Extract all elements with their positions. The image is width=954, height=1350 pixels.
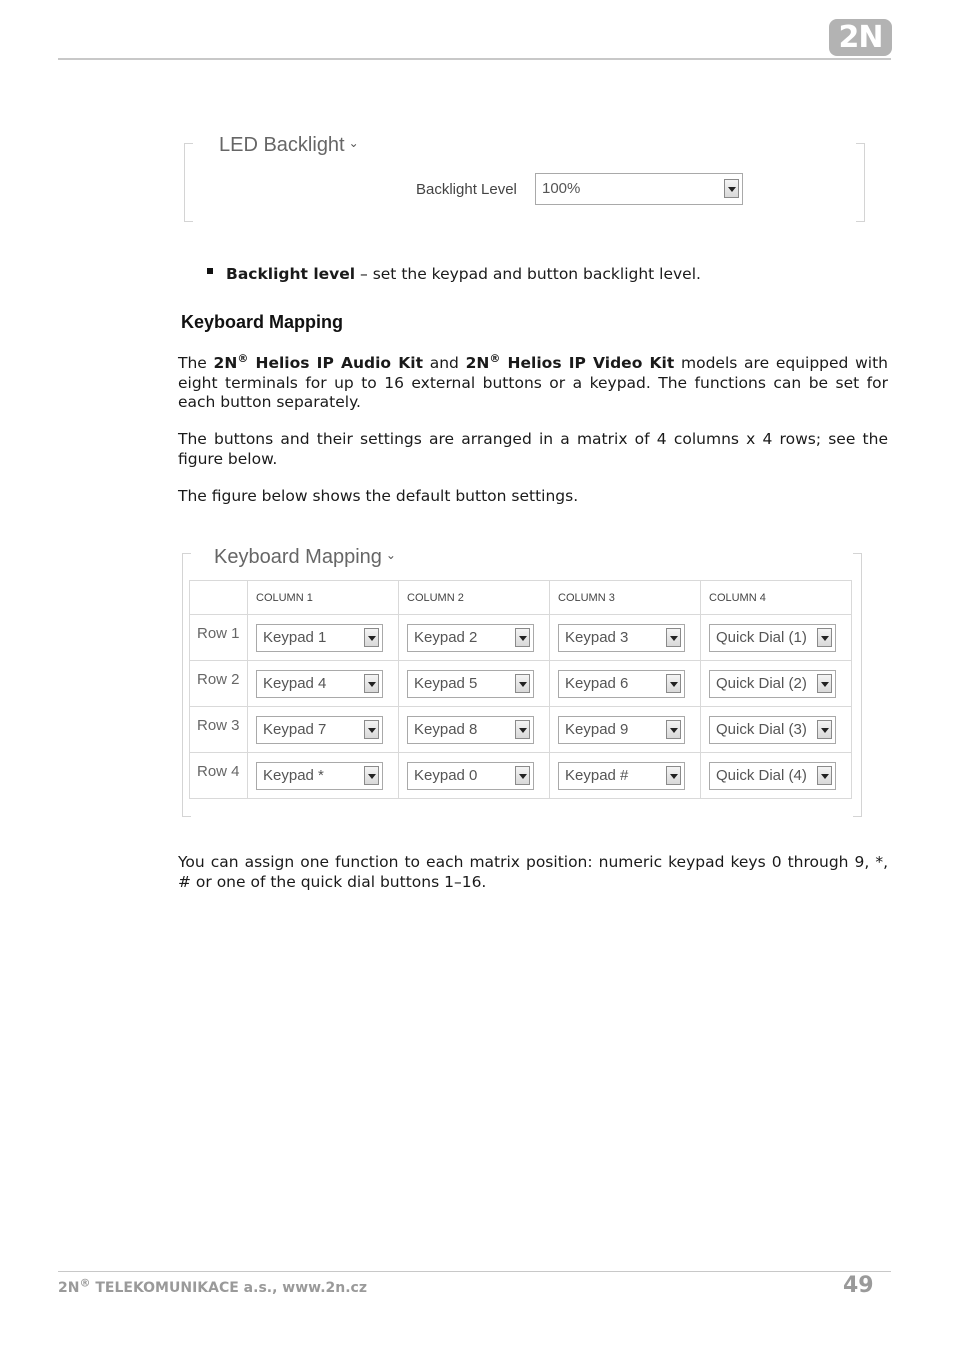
- key-select[interactable]: [256, 670, 383, 698]
- key-select[interactable]: [407, 716, 534, 744]
- dropdown-arrow-icon: [817, 628, 832, 647]
- led-panel-right-bracket: [856, 143, 865, 222]
- footer-brand: 2N: [58, 1280, 80, 1296]
- row-label-cell: [190, 661, 248, 707]
- para1-text-3: models are equipped with eight terminals for up to 16 external buttons or a keypad. The functions can be set for each button separately.: [178, 354, 888, 411]
- dropdown-arrow-icon: [817, 720, 832, 739]
- footer-company-text: TELEKOMUNIKACE a.s., www.2n.cz: [90, 1280, 367, 1296]
- table-header-row: [190, 581, 852, 615]
- table-corner-cell: [190, 581, 248, 615]
- header-divider: [58, 58, 891, 60]
- key-select[interactable]: [558, 670, 685, 698]
- led-panel-left-bracket: [184, 143, 193, 222]
- key-select[interactable]: [558, 716, 685, 744]
- key-select[interactable]: [709, 716, 836, 744]
- keyboard-mapping-table: [189, 580, 852, 799]
- row-label: Row 2: [197, 671, 240, 688]
- dropdown-arrow-icon: [364, 766, 379, 785]
- para1-product-1: Helios IP Audio Kit: [248, 354, 423, 372]
- column-header: COLUMN 4: [701, 581, 852, 615]
- default-settings-paragraph: The figure below shows the default button settings.: [178, 487, 579, 505]
- kb-panel-legend-label: Keyboard Mapping: [214, 546, 382, 568]
- backlight-level-label: Backlight Level: [416, 181, 517, 198]
- key-select-value: Keypad 9: [565, 721, 629, 738]
- bullet-item: [226, 265, 886, 285]
- key-select[interactable]: [256, 624, 383, 652]
- section-title: Keyboard Mapping: [181, 312, 344, 332]
- key-select[interactable]: [407, 670, 534, 698]
- key-select-value: Quick Dial (4): [716, 767, 807, 784]
- table-row: [190, 615, 852, 661]
- row-label-cell: [190, 707, 248, 753]
- backlight-level-value: 100%: [542, 180, 581, 197]
- dropdown-arrow-icon: [724, 179, 739, 198]
- key-select-value: Keypad *: [263, 767, 324, 784]
- column-header: COLUMN 3: [550, 581, 701, 615]
- chevron-down-icon: ⌄: [385, 548, 396, 562]
- dropdown-arrow-icon: [364, 674, 379, 693]
- row-label: Row 1: [197, 625, 240, 642]
- key-select-value: Quick Dial (3): [716, 721, 807, 738]
- para1-brand-2: 2N: [465, 354, 490, 372]
- key-select-value: Keypad 7: [263, 721, 327, 738]
- para1-reg-1: ®: [237, 351, 249, 365]
- led-panel-legend[interactable]: [219, 134, 359, 157]
- bullet-term: Backlight level: [226, 265, 356, 283]
- key-select[interactable]: [407, 624, 534, 652]
- kb-panel-right-bracket: [853, 553, 862, 817]
- column-header: COLUMN 1: [248, 581, 399, 615]
- key-select-value: Keypad 5: [414, 675, 478, 692]
- para1-text-2: and: [423, 354, 466, 372]
- key-select[interactable]: [709, 670, 836, 698]
- bullet-text: – set the keypad and button backlight level.: [355, 265, 701, 283]
- table-row: [190, 753, 852, 799]
- company-logo: 2N: [829, 19, 892, 56]
- footer-divider: [58, 1271, 891, 1272]
- square-bullet-icon: [207, 268, 213, 274]
- row-label-cell: [190, 615, 248, 661]
- page-number: 49: [843, 1273, 874, 1298]
- dropdown-arrow-icon: [515, 628, 530, 647]
- dropdown-arrow-icon: [515, 720, 530, 739]
- key-select-value: Quick Dial (2): [716, 675, 807, 692]
- footer-company: [58, 1276, 367, 1296]
- dropdown-arrow-icon: [364, 628, 379, 647]
- para1-product-2: Helios IP Video Kit: [500, 354, 675, 372]
- dropdown-arrow-icon: [666, 674, 681, 693]
- intro-paragraph: [178, 351, 888, 413]
- para1-reg-2: ®: [489, 351, 501, 365]
- key-select-value: Keypad 6: [565, 675, 629, 692]
- dropdown-arrow-icon: [817, 674, 832, 693]
- row-label: Row 4: [197, 763, 240, 780]
- key-select[interactable]: [709, 762, 836, 790]
- key-select[interactable]: [558, 762, 685, 790]
- assignment-paragraph: You can assign one function to each matrix position: numeric keypad keys 0 through 9, *, # or one of the quick dial buttons 1–16.: [178, 853, 888, 891]
- key-select-value: Keypad 3: [565, 629, 629, 646]
- dropdown-arrow-icon: [515, 766, 530, 785]
- key-select-value: Keypad 2: [414, 629, 478, 646]
- column-header: COLUMN 2: [399, 581, 550, 615]
- key-select-value: Keypad 8: [414, 721, 478, 738]
- para1-text-1: The: [178, 354, 214, 372]
- key-select[interactable]: [709, 624, 836, 652]
- dropdown-arrow-icon: [364, 720, 379, 739]
- footer-reg: ®: [79, 1276, 91, 1290]
- para1-brand-1: 2N: [213, 354, 238, 372]
- key-select[interactable]: [256, 716, 383, 744]
- dropdown-arrow-icon: [666, 720, 681, 739]
- key-select[interactable]: [407, 762, 534, 790]
- key-select[interactable]: [558, 624, 685, 652]
- backlight-level-select[interactable]: [535, 173, 743, 205]
- table-row: [190, 661, 852, 707]
- key-select-value: Quick Dial (1): [716, 629, 807, 646]
- kb-panel-legend[interactable]: [214, 546, 396, 569]
- row-label: Row 3: [197, 717, 240, 734]
- key-select[interactable]: [256, 762, 383, 790]
- dropdown-arrow-icon: [817, 766, 832, 785]
- row-label-cell: [190, 753, 248, 799]
- dropdown-arrow-icon: [515, 674, 530, 693]
- matrix-paragraph: The buttons and their settings are arranged in a matrix of 4 columns x 4 rows; see the figure below.: [178, 430, 888, 468]
- key-select-value: Keypad #: [565, 767, 629, 784]
- key-select-value: Keypad 1: [263, 629, 327, 646]
- dropdown-arrow-icon: [666, 766, 681, 785]
- dropdown-arrow-icon: [666, 628, 681, 647]
- led-panel-legend-label: LED Backlight: [219, 134, 345, 156]
- key-select-value: Keypad 4: [263, 675, 327, 692]
- key-select-value: Keypad 0: [414, 767, 478, 784]
- chevron-down-icon: ⌄: [348, 136, 359, 150]
- table-row: [190, 707, 852, 753]
